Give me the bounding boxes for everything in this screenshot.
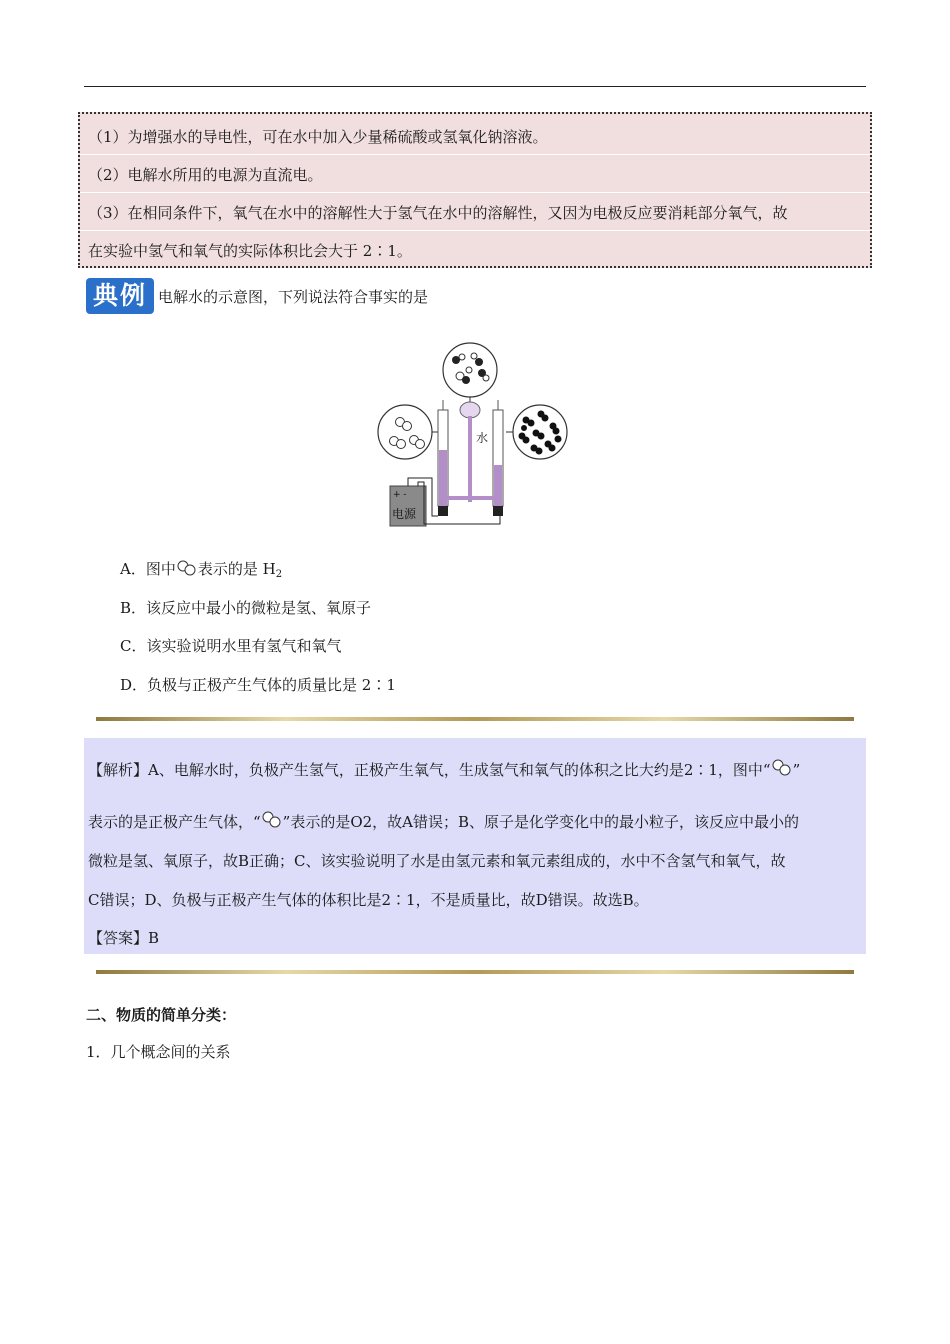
divider — [80, 154, 870, 155]
note-3: （3）在相同条件下，氧气在水中的溶解性大于氢气在水中的溶解性，又因为电极反应要消耗部分氧气，故 — [88, 204, 788, 222]
analysis-line-4: C错误；D、负极与正极产生气体的体积比是2∶1，不是质量比，故D错误。故选B。 — [88, 891, 649, 909]
analysis-line-2-prefix: 表示的是正极产生气体，“ — [88, 813, 261, 831]
divider — [80, 230, 870, 231]
analysis-line-2 — [88, 810, 799, 832]
divider — [80, 192, 870, 193]
molecule-icon — [261, 810, 283, 830]
note-1: （1）为增强水的导电性，可在水中加入少量稀硫酸或氢氧化钠溶液。 — [88, 128, 548, 146]
subscript: 2 — [275, 569, 283, 580]
option-a-prefix: A．图中 — [120, 560, 176, 578]
tips-box — [78, 112, 872, 268]
note-4: 在实验中氢气和氧气的实际体积比会大于 2∶1。 — [88, 242, 412, 260]
analysis-line-1-suffix: ” — [792, 761, 801, 779]
answer-text: 【答案】B — [88, 929, 160, 947]
option-d[interactable]: D．负极与正极产生气体的质量比是 2∶1 — [120, 676, 396, 694]
molecule-icon — [176, 559, 198, 577]
power-label: 电源 — [392, 507, 417, 521]
molecule-icon — [771, 758, 793, 778]
option-a[interactable] — [120, 558, 282, 580]
terminal-signs: + - — [393, 490, 407, 500]
water-label: 水 — [476, 431, 489, 445]
analysis-line-3: 微粒是氢、氧原子，故B正确；C、该实验说明了水是由氢元素和氧元素组成的，水中不含氢气和氧气，故 — [88, 852, 786, 870]
example-badge: 典例 — [86, 278, 154, 314]
question-text: 电解水的示意图，下列说法符合事实的是 — [158, 288, 429, 306]
analysis-box — [84, 738, 866, 954]
analysis-line-2-suffix: ”表示的是O2，故A错误；B、原子是化学变化中的最小粒子，该反应中最小的 — [282, 813, 800, 831]
divider — [96, 970, 854, 974]
option-c[interactable]: C．该实验说明水里有氢气和氧气 — [120, 637, 342, 655]
option-a-suffix: 表示的是 H — [197, 560, 276, 578]
header-rule — [84, 86, 866, 87]
note-2: （2）电解水所用的电源为直流电。 — [88, 166, 323, 184]
electrolysis-diagram — [376, 340, 576, 530]
divider — [96, 717, 854, 721]
section-item: 1．几个概念间的关系 — [86, 1043, 231, 1061]
section-title: 二、物质的简单分类： — [86, 1006, 237, 1024]
analysis-line-1-prefix: 【解析】A、电解水时，负极产生氢气，正极产生氧气，生成氢气和氧气的体积之比大约是2∶1，图中“ — [88, 761, 771, 779]
analysis-line-1 — [88, 758, 800, 780]
option-b[interactable]: B．该反应中最小的微粒是氢、氧原子 — [120, 599, 372, 617]
